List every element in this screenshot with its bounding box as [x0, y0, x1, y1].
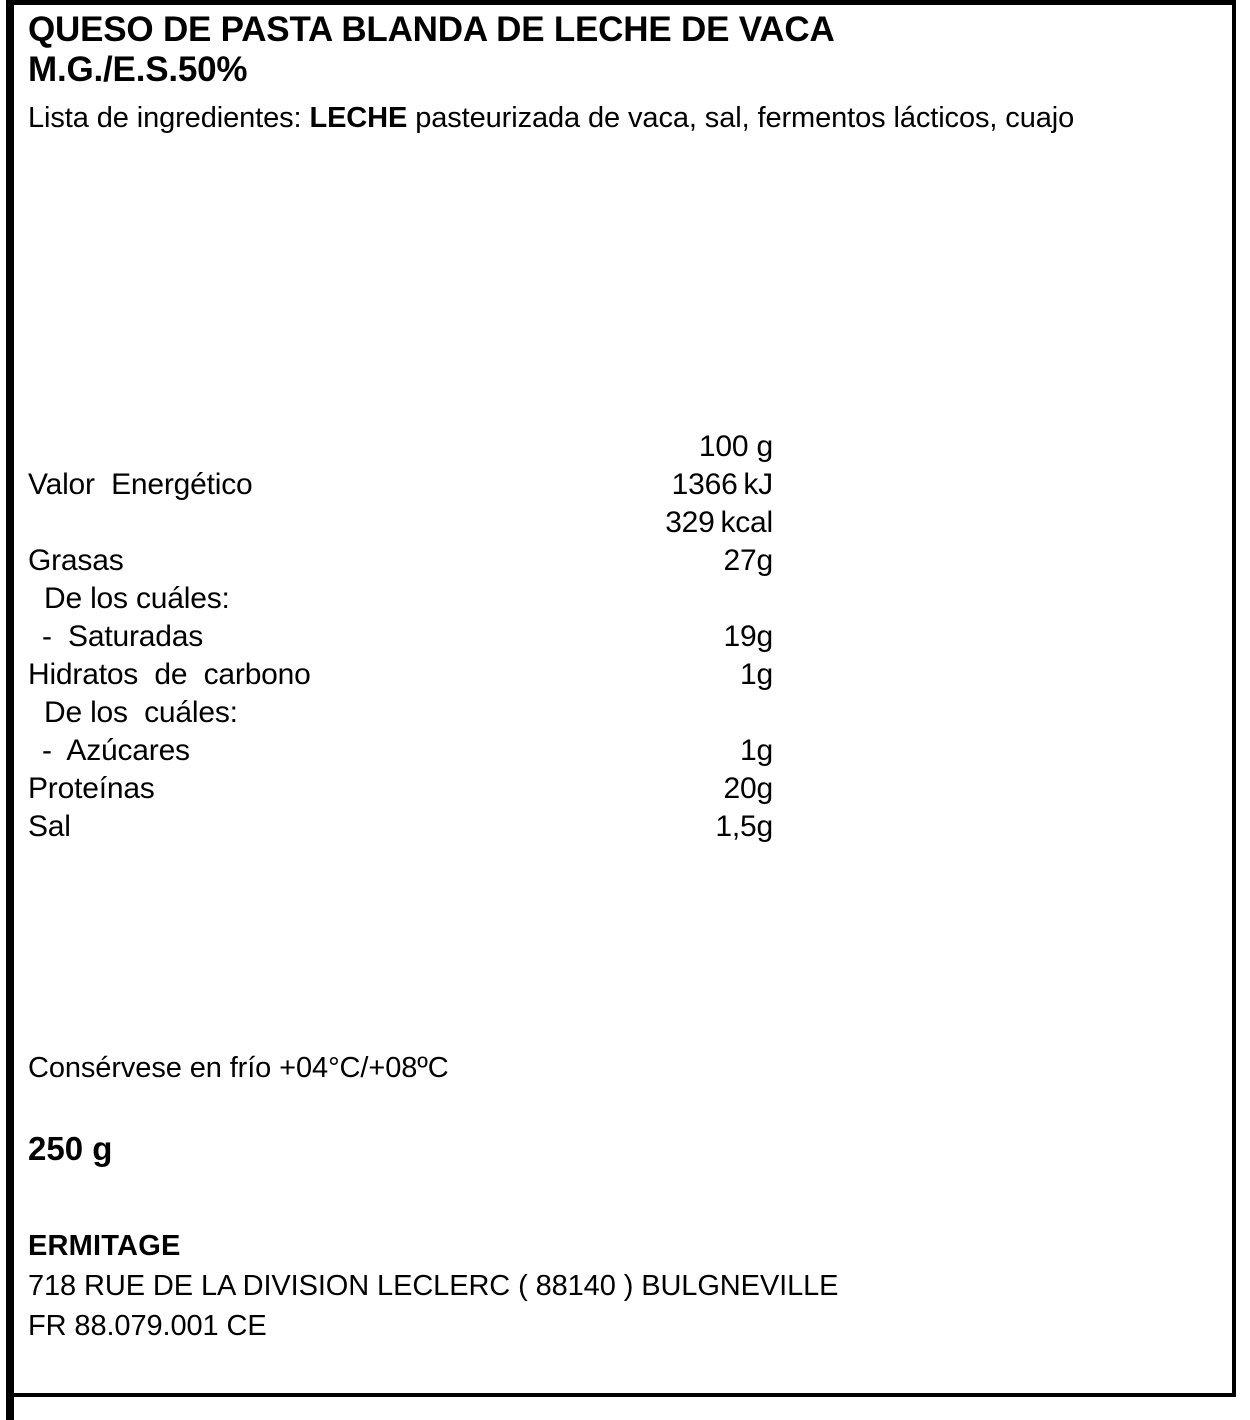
net-weight: 250 g	[28, 1130, 113, 1167]
nutrition-row	[28, 732, 773, 770]
nutrition-row-label: Sal	[28, 810, 71, 843]
nutrition-row-value: 20g	[723, 772, 773, 805]
nutrition-row-label: Valor Energético	[28, 468, 253, 501]
manufacturer-approval-code: FR 88.079.001 CE	[28, 1310, 267, 1342]
manufacturer-address: 718 RUE DE LA DIVISION LECLERC ( 88140 ) BULGNEVILLE	[28, 1270, 839, 1302]
label-border-right	[1232, 0, 1236, 1397]
nutrition-row-label: Hidratos de carbono	[28, 658, 311, 691]
nutrition-row	[28, 542, 773, 580]
nutrition-row	[28, 808, 773, 846]
nutrition-header-serving: 100 g	[698, 430, 773, 463]
manufacturer-name: ERMITAGE	[28, 1230, 181, 1262]
ingredients-label: Lista de ingredientes:	[28, 102, 310, 134]
nutrition-row-value: 19g	[723, 620, 773, 653]
nutrition-row	[28, 580, 773, 618]
nutrition-row	[28, 656, 773, 694]
nutrition-row	[28, 770, 773, 808]
nutrition-row-value: 1g	[740, 734, 773, 767]
ingredients-rest: pasteurizada de vaca, sal, fermentos lácticos, cuajo	[407, 102, 1075, 134]
product-title-line-2: M.G./E.S.50%	[28, 50, 248, 89]
nutrition-row	[28, 694, 773, 732]
manufacturer-block	[28, 1226, 1178, 1346]
label-border-left	[6, 0, 14, 1420]
product-title-line-1: QUESO DE PASTA BLANDA DE LECHE DE VACA	[28, 10, 835, 49]
nutrition-row-label: De los cuáles:	[44, 696, 238, 729]
nutrition-row-value: 1366 kJ	[671, 468, 773, 501]
nutrition-row-value: 27g	[723, 544, 773, 577]
nutrition-row	[28, 618, 773, 656]
nutrition-header-row	[28, 428, 773, 466]
nutrition-row-label: Proteínas	[28, 772, 155, 805]
nutrition-row-value: 329 kcal	[665, 506, 773, 539]
ingredients-allergen: LECHE	[309, 102, 408, 134]
nutrition-row-label: De los cuáles:	[44, 582, 230, 615]
nutrition-row-label: - Saturadas	[42, 620, 204, 653]
label-border-top	[6, 0, 1236, 5]
nutrition-table	[28, 428, 773, 846]
nutrition-row-label: - Azúcares	[42, 734, 190, 767]
nutrition-row-value: 1g	[740, 658, 773, 691]
nutrition-row	[28, 466, 773, 504]
label-border-bottom	[6, 1393, 1236, 1397]
nutrition-row-value: 1,5g	[715, 810, 773, 843]
nutrition-row	[28, 504, 773, 542]
ingredients-list	[28, 102, 1074, 135]
nutrition-row-label: Grasas	[28, 544, 124, 577]
storage-instruction: Consérvese en frío +04°C/+08ºC	[28, 1052, 449, 1084]
